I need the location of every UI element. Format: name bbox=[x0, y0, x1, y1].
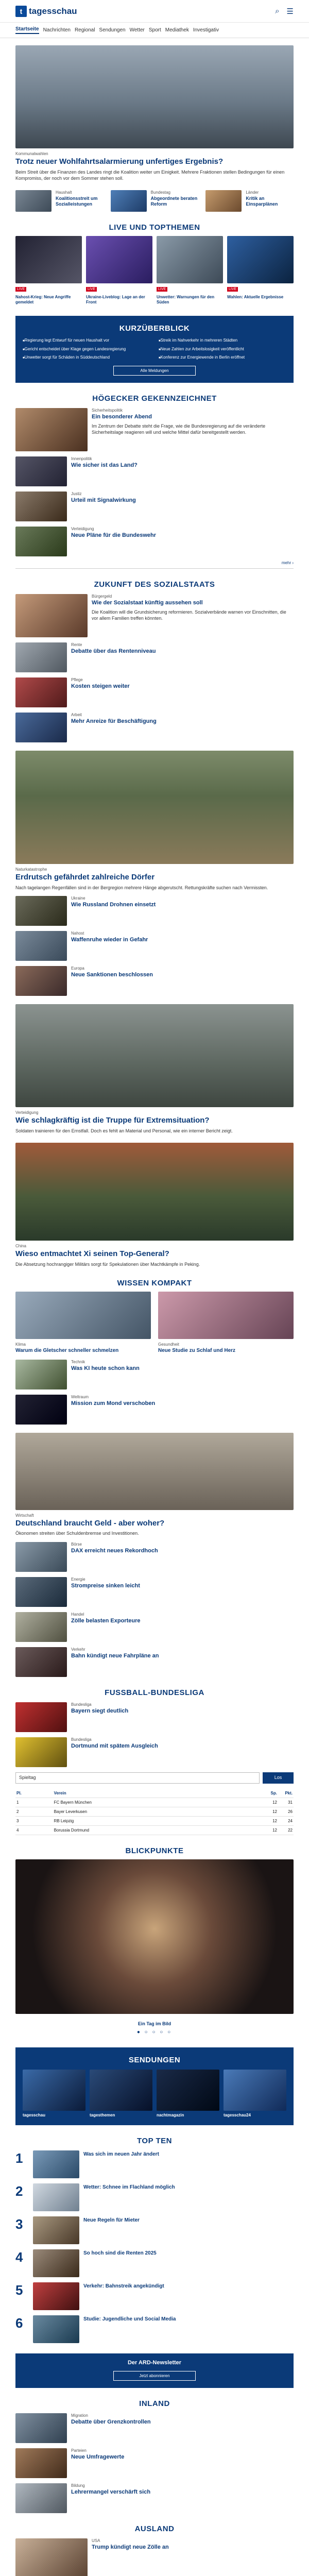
broadcast-title[interactable]: nachtmagazin bbox=[157, 2112, 184, 2117]
article-headline[interactable]: Koalitionsstreit um Sozialleistungen bbox=[56, 195, 98, 207]
article-teaser: Nach tagelangen Regenfällen sind in der Bergregion mehrere Hänge abgerutscht. Rettungskräfte suchen nach Vermissten. bbox=[15, 885, 268, 890]
section-title: INLAND bbox=[139, 2399, 170, 2409]
nav-item-startseite[interactable]: Startseite bbox=[15, 26, 39, 34]
rank-number: 3 bbox=[15, 2216, 23, 2232]
article-headline[interactable]: Ein besonderer Abend bbox=[92, 414, 152, 420]
article-topline: Bürgergeld bbox=[92, 594, 112, 599]
matchday-go-button[interactable]: Los bbox=[263, 1772, 294, 1784]
broadcasts-box bbox=[15, 2047, 294, 2125]
article-topline: Wirtschaft bbox=[15, 1513, 34, 1518]
list-item[interactable] bbox=[15, 966, 294, 996]
live-badge: LIVE bbox=[227, 287, 238, 292]
article-headline[interactable]: Erdrutsch gefährdet zahlreiche Dörfer bbox=[15, 873, 155, 882]
article-image bbox=[33, 2282, 79, 2310]
briefing-button[interactable]: Alle Meldungen bbox=[113, 366, 196, 376]
logo-text: tagesschau bbox=[29, 6, 77, 16]
top-ten-item[interactable] bbox=[15, 2150, 294, 2178]
broadcast-image bbox=[157, 2070, 219, 2111]
lead-article[interactable] bbox=[15, 45, 294, 182]
article-headline[interactable]: Verkehr: Bahnstreik angekündigt bbox=[83, 2283, 164, 2290]
feature-image bbox=[15, 751, 294, 864]
article-headline[interactable]: Warum die Gletscher schneller schmelzen bbox=[15, 1348, 119, 1354]
feature-article[interactable] bbox=[15, 751, 294, 891]
table-cell: 2 bbox=[15, 1807, 53, 1816]
list-item[interactable] bbox=[15, 456, 294, 486]
table-header-row bbox=[15, 1789, 294, 1798]
list-item[interactable] bbox=[15, 2413, 294, 2443]
list-item[interactable] bbox=[15, 1360, 294, 1389]
top-ten-list bbox=[15, 2150, 294, 2343]
table-cell: 31 bbox=[278, 1798, 294, 1807]
section-title: SENDUNGEN bbox=[128, 2055, 181, 2064]
broadcast-title[interactable]: tagesschau24 bbox=[224, 2112, 251, 2117]
article-image bbox=[15, 1395, 67, 1425]
article-headline[interactable]: Bahn kündigt neue Fahrpläne an bbox=[71, 1652, 159, 1659]
article-topline: Bundestag bbox=[150, 190, 170, 195]
article-topline: Verkehr bbox=[71, 1647, 85, 1652]
list-item[interactable] bbox=[15, 2483, 294, 2513]
table-cell: 1 bbox=[15, 1798, 53, 1807]
article-topline: Sicherheitspolitik bbox=[92, 408, 123, 413]
article-image bbox=[15, 190, 52, 212]
lead-teaser: Beim Streit über die Finanzen des Landes ringt die Koalition weiter um Einigkeit. Mehrere Fraktionen stellen Bedingungen für einen Kompromiss, der noch vor dem Sommer stehen soll. bbox=[15, 169, 285, 181]
live-image bbox=[86, 236, 152, 283]
gallery-image[interactable] bbox=[15, 1859, 294, 2014]
article-headline[interactable]: Was KI heute schon kann bbox=[71, 1365, 140, 1371]
live-caption[interactable]: Ukraine-Liveblog: Lage an der Front bbox=[86, 294, 145, 305]
live-image bbox=[227, 236, 294, 283]
rank-number: 1 bbox=[15, 2150, 23, 2166]
table-cell: RB Leipzig bbox=[53, 1816, 263, 1825]
top-ten-item[interactable] bbox=[15, 2282, 294, 2310]
list-item[interactable] bbox=[15, 1577, 294, 1607]
article-headline[interactable]: Neue Regeln für Mieter bbox=[83, 2217, 140, 2224]
list-item[interactable] bbox=[15, 1647, 294, 1677]
article-image bbox=[33, 2249, 79, 2277]
article-headline[interactable]: So hoch sind die Renten 2025 bbox=[83, 2250, 157, 2257]
article-teaser: Ökonomen streiten über Schuldenbremse und Investitionen. bbox=[15, 1531, 139, 1536]
table-row[interactable] bbox=[15, 1807, 294, 1816]
live-image bbox=[157, 236, 223, 283]
section-main-article[interactable] bbox=[15, 594, 294, 637]
lead-headline[interactable]: Trotz neuer Wohlfahrtsalarmierung unfertiges Ergebnis? bbox=[15, 157, 224, 166]
newsletter-title: Der ARD-Newsletter bbox=[127, 2360, 182, 2366]
live-caption[interactable]: Nahost-Krieg: Neue Angriffe gemeldet bbox=[15, 294, 71, 305]
gallery-caption: Ein Tag im Bild bbox=[138, 2021, 171, 2026]
broadcast-title[interactable]: tagesthemen bbox=[90, 2112, 115, 2117]
article-headline[interactable]: Waffenruhe wieder in Gefahr bbox=[71, 937, 148, 943]
article-headline[interactable]: Zölle belasten Exporteure bbox=[71, 1617, 141, 1624]
table-row[interactable] bbox=[15, 1825, 294, 1835]
article-image bbox=[15, 713, 67, 742]
briefing-item[interactable]: ■ Neue Zahlen zur Arbeitslosigkeit veröffentlicht bbox=[159, 347, 286, 352]
article-topline: Verteidigung bbox=[15, 1110, 39, 1115]
article-headline[interactable]: Urteil mit Signalwirkung bbox=[71, 497, 136, 504]
live-badge: LIVE bbox=[86, 287, 97, 292]
nav-item-regional[interactable]: Regional bbox=[74, 27, 95, 33]
list-item[interactable] bbox=[15, 2538, 294, 2576]
broadcast-card[interactable] bbox=[224, 2070, 286, 2118]
article-topline: Klima bbox=[15, 1342, 26, 1347]
article-image bbox=[158, 1292, 294, 1339]
lead-image bbox=[15, 45, 294, 148]
list-item[interactable] bbox=[15, 931, 294, 961]
table-cell: 24 bbox=[278, 1816, 294, 1825]
lead-small-item[interactable] bbox=[15, 190, 104, 212]
article-topline: Innenpolitik bbox=[71, 456, 92, 462]
article-headline[interactable]: Neue Studie zu Schlaf und Herz bbox=[158, 1348, 236, 1354]
article-teaser: Im Zentrum der Debatte steht die Frage, wie die Bundesregierung auf die veränderte Sicherheitslage reagieren will und welche Mittel dafür bereitgestellt werden. bbox=[92, 423, 266, 435]
article-topline: Bundesliga bbox=[71, 1737, 92, 1742]
article-headline[interactable]: Neue Pläne für die Bundeswehr bbox=[71, 532, 157, 539]
section-title: WISSEN KOMPAKT bbox=[117, 1279, 192, 1288]
table-cell: 12 bbox=[263, 1825, 278, 1835]
article-teaser: Die Koalition will die Grundsicherung reformieren. Sozialverbände warnen vor Einschnitten, die vor allem Familien treffen könnten. bbox=[92, 609, 286, 621]
broadcast-image bbox=[224, 2070, 286, 2111]
briefing-item[interactable]: ■ Gericht entscheidet über Klage gegen Landesregierung bbox=[23, 347, 150, 352]
article-headline[interactable]: Abgeordnete beraten Reform bbox=[150, 195, 198, 207]
main-content bbox=[15, 45, 294, 2576]
section-title: ZUKUNFT DES SOZIALSTAATS bbox=[94, 580, 215, 589]
menu-icon[interactable]: ☰ bbox=[286, 7, 294, 16]
more-link[interactable]: mehr › bbox=[15, 561, 294, 569]
article-headline[interactable]: Strompreise sinken leicht bbox=[71, 1582, 140, 1589]
briefing-item[interactable]: ■ Streik im Nahverkehr in mehreren Städten bbox=[159, 338, 286, 344]
nav-item-investigativ[interactable]: Investigativ bbox=[193, 27, 219, 33]
search-icon[interactable]: ⌕ bbox=[275, 6, 280, 15]
article-teaser: Die Absetzung hochrangiger Militärs sorgt für Spekulationen über Machtkämpfe in Peking. bbox=[15, 1261, 200, 1267]
article-headline[interactable]: Mission zum Mond verschoben bbox=[71, 1400, 156, 1406]
gallery-pagination[interactable]: ● ○ ○ ○ ○ bbox=[136, 2029, 173, 2035]
list-item[interactable] bbox=[15, 2448, 294, 2478]
article-topline: Technik bbox=[71, 1359, 85, 1364]
nav-item-sport[interactable]: Sport bbox=[148, 27, 161, 33]
list-item[interactable] bbox=[15, 1612, 294, 1642]
briefing-box bbox=[15, 316, 294, 383]
list-item[interactable] bbox=[15, 1702, 294, 1732]
list-item[interactable] bbox=[15, 677, 294, 707]
article-image bbox=[205, 190, 242, 212]
broadcast-image bbox=[23, 2070, 85, 2111]
article-image bbox=[111, 190, 147, 212]
article-headline[interactable]: Wetter: Schnee im Flachland möglich bbox=[83, 2184, 175, 2191]
article-headline[interactable]: Mehr Anreize für Beschäftigung bbox=[71, 718, 157, 725]
live-image bbox=[15, 236, 82, 283]
nav-item-sendungen[interactable]: Sendungen bbox=[99, 27, 126, 33]
article-image bbox=[15, 527, 67, 556]
list-item[interactable] bbox=[15, 896, 294, 926]
china-article[interactable] bbox=[15, 1143, 294, 1267]
table-cell: 4 bbox=[15, 1825, 53, 1835]
article-headline[interactable]: Dortmund mit spätem Ausgleich bbox=[71, 1742, 158, 1749]
briefing-item[interactable]: ■ Regierung legt Entwurf für neuen Haushalt vor bbox=[23, 338, 150, 344]
site-header bbox=[0, 0, 309, 23]
article-topline: USA bbox=[92, 2538, 100, 2544]
nav-item-wetter[interactable]: Wetter bbox=[129, 27, 145, 33]
article-headline[interactable]: Trump kündigt neue Zölle an bbox=[92, 2544, 169, 2551]
article-topline: Rente bbox=[71, 642, 82, 648]
article-image bbox=[15, 1542, 67, 1572]
article-image bbox=[15, 677, 67, 707]
live-card[interactable] bbox=[157, 236, 223, 306]
site-logo[interactable] bbox=[15, 6, 77, 17]
article-topline: Justiz bbox=[71, 492, 82, 497]
rank-number: 2 bbox=[15, 2183, 23, 2199]
article-image bbox=[15, 2413, 67, 2443]
nav-item-nachrichten[interactable]: Nachrichten bbox=[43, 27, 71, 33]
list-item[interactable] bbox=[15, 527, 294, 556]
article-topline: Bildung bbox=[71, 2483, 85, 2488]
article-headline[interactable]: Neue Umfragewerte bbox=[71, 2454, 125, 2461]
section-title: TOP TEN bbox=[137, 2137, 172, 2146]
table-header: Pl. bbox=[15, 1789, 53, 1798]
article-headline[interactable]: Wieso entmachtet Xi seinen Top-General? bbox=[15, 1249, 169, 1258]
table-header: Sp. bbox=[263, 1789, 278, 1798]
article-image bbox=[15, 1360, 67, 1389]
table-header: Verein bbox=[53, 1789, 263, 1798]
article-topline: Nahost bbox=[71, 931, 84, 936]
article-topline: Haushalt bbox=[56, 190, 72, 195]
section-main-article[interactable] bbox=[15, 408, 294, 451]
broadcast-title[interactable]: tagesschau bbox=[23, 2112, 46, 2117]
newsletter-box bbox=[15, 2353, 294, 2388]
league-table bbox=[15, 1789, 294, 1835]
table-cell: Borussia Dortmund bbox=[53, 1825, 263, 1835]
article-topline: Migration bbox=[71, 2413, 88, 2418]
table-cell: 12 bbox=[263, 1798, 278, 1807]
article-image bbox=[15, 642, 67, 672]
top-ten-item[interactable] bbox=[15, 2315, 294, 2343]
article-image bbox=[15, 456, 67, 486]
article-topline: Pflege bbox=[71, 677, 83, 683]
article-topline: Verteidigung bbox=[71, 527, 94, 532]
main-nav bbox=[0, 23, 309, 38]
article-image bbox=[15, 1612, 67, 1642]
article-image bbox=[15, 966, 67, 996]
table-cell: Bayer Leverkusen bbox=[53, 1807, 263, 1816]
section-title: FUSSBALL-BUNDESLIGA bbox=[105, 1688, 204, 1697]
article-headline[interactable]: Wie schlagkräftig ist die Truppe für Extremsituation? bbox=[15, 1116, 210, 1125]
article-image bbox=[15, 492, 67, 521]
article-headline[interactable]: Bayern siegt deutlich bbox=[71, 1707, 129, 1714]
article-headline[interactable]: Wie Russland Drohnen einsetzt bbox=[71, 902, 156, 908]
table-cell: 12 bbox=[263, 1807, 278, 1816]
live-section-title: LIVE UND TOPTHEMEN bbox=[109, 223, 200, 232]
article-topline: Börse bbox=[71, 1541, 82, 1547]
lead-small-item[interactable] bbox=[111, 190, 199, 212]
newsletter-button[interactable]: Jetzt abonnieren bbox=[113, 2371, 196, 2381]
table-row[interactable] bbox=[15, 1798, 294, 1807]
rank-number: 6 bbox=[15, 2315, 23, 2331]
lead-small-item[interactable] bbox=[205, 190, 294, 212]
logo-mark: t bbox=[15, 6, 27, 17]
table-row[interactable] bbox=[15, 1816, 294, 1825]
article-image bbox=[15, 594, 88, 637]
briefing-title: KURZÜBERBLICK bbox=[119, 324, 190, 333]
lead-topline: Kommunalwahlen bbox=[15, 151, 48, 156]
article-headline[interactable]: Was sich im neuen Jahr ändert bbox=[83, 2151, 159, 2158]
article-topline: Energie bbox=[71, 1577, 85, 1582]
article-headline[interactable]: Studie: Jugendliche und Social Media bbox=[83, 2316, 176, 2323]
broadcast-image bbox=[90, 2070, 152, 2111]
article-headline[interactable]: Kosten steigen weiter bbox=[71, 683, 130, 690]
nav-item-mediathek[interactable]: Mediathek bbox=[165, 27, 189, 33]
table-cell: 3 bbox=[15, 1816, 53, 1825]
section-title: AUSLAND bbox=[134, 2524, 175, 2534]
article-image bbox=[15, 1292, 151, 1339]
live-card[interactable] bbox=[15, 236, 82, 306]
broadcast-card[interactable] bbox=[23, 2070, 85, 2118]
article-image bbox=[15, 2483, 67, 2513]
article-headline[interactable]: Deutschland braucht Geld - aber woher? bbox=[15, 1518, 165, 1528]
article-headline[interactable]: DAX erreicht neues Rekordhoch bbox=[71, 1547, 158, 1554]
broadcast-card[interactable] bbox=[90, 2070, 152, 2118]
article-topline: Naturkatastrophe bbox=[15, 867, 47, 872]
list-item[interactable] bbox=[15, 1737, 294, 1767]
rank-number: 5 bbox=[15, 2282, 23, 2298]
article-image bbox=[15, 408, 88, 451]
list-item[interactable] bbox=[15, 713, 294, 742]
live-badge: LIVE bbox=[157, 287, 167, 292]
article-headline[interactable]: Lehrermangel verschärft sich bbox=[71, 2489, 151, 2496]
article-teaser: Soldaten trainieren für den Ernstfall. Doch es fehlt an Material und Personal, wie ein interner Bericht zeigt. bbox=[15, 1128, 233, 1134]
article-image bbox=[15, 1577, 67, 1607]
article-topline: Ukraine bbox=[71, 896, 85, 901]
live-card[interactable] bbox=[227, 236, 294, 306]
article-image bbox=[15, 896, 67, 926]
live-card[interactable] bbox=[86, 236, 152, 306]
table-cell: 12 bbox=[263, 1816, 278, 1825]
top-ten-item[interactable] bbox=[15, 2249, 294, 2277]
article-headline[interactable]: Debatte über Grenzkontrollen bbox=[71, 2419, 151, 2426]
top-ten-item[interactable] bbox=[15, 2183, 294, 2211]
section-title: BLICKPUNKTE bbox=[125, 1846, 184, 1855]
list-item[interactable] bbox=[15, 1542, 294, 1572]
article-image bbox=[15, 1702, 67, 1732]
article-image bbox=[33, 2150, 79, 2178]
article-headline[interactable]: Kritik an Einsparplänen bbox=[246, 195, 278, 207]
article-headline[interactable]: Wie der Sozialstaat künftig aussehen soll bbox=[92, 600, 203, 606]
broadcast-card[interactable] bbox=[157, 2070, 219, 2118]
live-badge: LIVE bbox=[15, 287, 26, 292]
live-carousel bbox=[15, 236, 294, 306]
table-cell: FC Bayern München bbox=[53, 1798, 263, 1807]
article-topline: Länder bbox=[246, 190, 259, 195]
article-topline: China bbox=[15, 1243, 26, 1248]
live-caption[interactable]: Wahlen: Aktuelle Ergebnisse bbox=[227, 294, 284, 299]
section-title: HÖGECKER GEKENNZEICHNET bbox=[92, 394, 217, 403]
article-topline: Handel bbox=[71, 1612, 84, 1617]
article-image bbox=[15, 931, 67, 961]
live-caption[interactable]: Unwetter: Warnungen für den Süden bbox=[157, 294, 215, 305]
article-image bbox=[33, 2216, 79, 2244]
top-ten-item[interactable] bbox=[15, 2216, 294, 2244]
table-header: Pkt. bbox=[278, 1789, 294, 1798]
briefing-item[interactable]: ■ Unwetter sorgt für Schäden in Süddeutschland bbox=[23, 355, 150, 361]
article-topline: Parteien bbox=[71, 2448, 87, 2453]
article-image bbox=[33, 2315, 79, 2343]
table-cell: 26 bbox=[278, 1807, 294, 1816]
article-topline: Weltraum bbox=[71, 1394, 89, 1399]
article-headline[interactable]: Debatte über das Rentenniveau bbox=[71, 648, 156, 655]
economy-image bbox=[15, 1433, 294, 1510]
article-image bbox=[15, 1737, 67, 1767]
article-headline[interactable]: Neue Sanktionen beschlossen bbox=[71, 972, 153, 978]
article-image bbox=[15, 1647, 67, 1677]
military-article[interactable] bbox=[15, 1004, 294, 1134]
table-cell: 22 bbox=[278, 1825, 294, 1835]
matchday-select[interactable]: Spieltag bbox=[15, 1772, 260, 1784]
china-image bbox=[15, 1143, 294, 1241]
article-topline: Europa bbox=[71, 966, 84, 971]
article-topline: Bundesliga bbox=[71, 1702, 92, 1707]
article-image bbox=[33, 2183, 79, 2211]
article-image bbox=[15, 2538, 88, 2576]
article-topline: Arbeit bbox=[71, 713, 82, 718]
article-topline: Gesundheit bbox=[158, 1342, 179, 1347]
list-item[interactable] bbox=[15, 642, 294, 672]
briefing-item[interactable]: ■ Konferenz zur Energiewende in Berlin eröffnet bbox=[159, 355, 286, 361]
list-item[interactable] bbox=[15, 492, 294, 521]
military-image bbox=[15, 1004, 294, 1107]
article-image bbox=[15, 2448, 67, 2478]
economy-article[interactable] bbox=[15, 1433, 294, 1537]
rank-number: 4 bbox=[15, 2249, 23, 2265]
list-item[interactable] bbox=[15, 1395, 294, 1425]
matchday-filter bbox=[15, 1772, 294, 1784]
article-headline[interactable]: Wie sicher ist das Land? bbox=[71, 462, 138, 469]
